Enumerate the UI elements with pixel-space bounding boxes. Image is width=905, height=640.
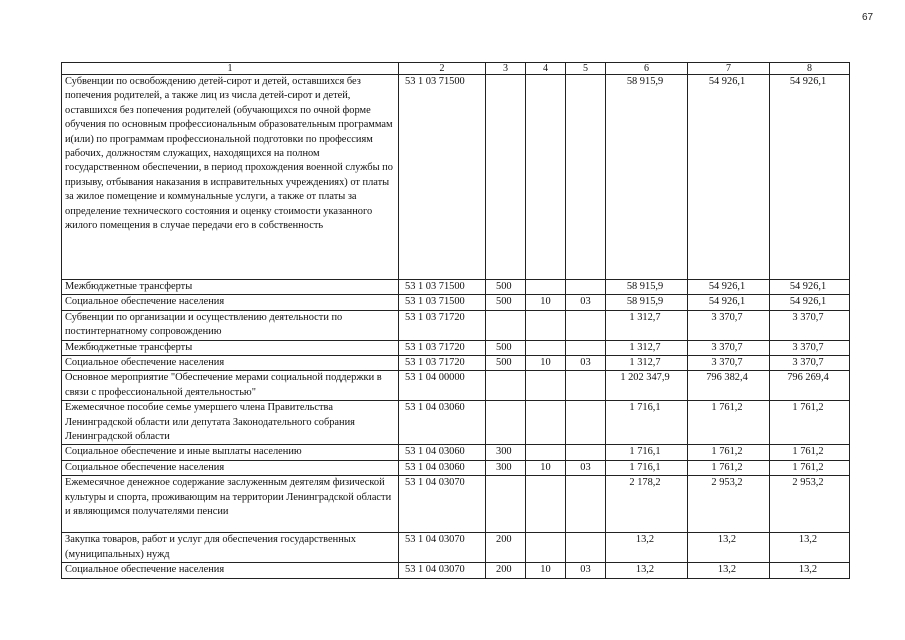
table-row — [62, 356, 850, 371]
header-col-2: 2 — [399, 63, 486, 75]
table-row — [62, 460, 850, 475]
row-value-6: 13,2 — [606, 563, 688, 578]
header-col-8: 8 — [770, 63, 850, 75]
row-value-6: 1 312,7 — [606, 356, 688, 371]
row-name: Межбюджетные трансферты — [62, 340, 399, 355]
row-col-3 — [486, 371, 526, 401]
row-value-6: 1 716,1 — [606, 460, 688, 475]
row-value-7: 3 370,7 — [688, 310, 770, 340]
row-col-5: 03 — [566, 563, 606, 578]
row-col-5 — [566, 340, 606, 355]
row-value-7: 54 926,1 — [688, 75, 770, 280]
row-value-8: 1 761,2 — [770, 460, 850, 475]
row-value-8: 796 269,4 — [770, 371, 850, 401]
row-col-4 — [526, 476, 566, 533]
row-value-7: 54 926,1 — [688, 280, 770, 295]
row-col-5 — [566, 371, 606, 401]
row-col-5 — [566, 476, 606, 533]
row-col-3 — [486, 401, 526, 445]
row-col-4: 10 — [526, 460, 566, 475]
row-col-4 — [526, 340, 566, 355]
row-value-7: 1 761,2 — [688, 401, 770, 445]
row-value-8: 3 370,7 — [770, 310, 850, 340]
row-col-5: 03 — [566, 295, 606, 310]
row-value-7: 13,2 — [688, 563, 770, 578]
table-header-row — [62, 63, 850, 75]
table-row — [62, 371, 850, 401]
row-code: 53 1 03 71500 — [399, 75, 486, 280]
row-code: 53 1 04 03070 — [399, 533, 486, 563]
row-col-3: 500 — [486, 280, 526, 295]
row-value-7: 54 926,1 — [688, 295, 770, 310]
row-col-4: 10 — [526, 295, 566, 310]
row-value-6: 2 178,2 — [606, 476, 688, 533]
table-row — [62, 533, 850, 563]
row-col-4: 10 — [526, 563, 566, 578]
budget-table — [61, 62, 850, 579]
row-name: Закупка товаров, работ и услуг для обеспечения государственных (муниципальных) нужд — [62, 533, 399, 563]
row-value-6: 1 312,7 — [606, 310, 688, 340]
row-col-4 — [526, 445, 566, 460]
row-col-5 — [566, 445, 606, 460]
row-code: 53 1 04 03070 — [399, 563, 486, 578]
row-value-8: 1 761,2 — [770, 445, 850, 460]
row-name: Ежемесячное пособие семье умершего члена Правительства Ленинградской области или депутата Законодательного собрания Ленинградской области — [62, 401, 399, 445]
row-col-5 — [566, 401, 606, 445]
row-value-7: 796 382,4 — [688, 371, 770, 401]
row-col-4 — [526, 75, 566, 280]
table-row — [62, 401, 850, 445]
row-value-7: 1 761,2 — [688, 460, 770, 475]
row-value-8: 13,2 — [770, 533, 850, 563]
row-col-5: 03 — [566, 356, 606, 371]
row-value-7: 1 761,2 — [688, 445, 770, 460]
row-code: 53 1 04 03060 — [399, 445, 486, 460]
row-col-4 — [526, 401, 566, 445]
row-value-8: 54 926,1 — [770, 75, 850, 280]
row-value-8: 1 761,2 — [770, 401, 850, 445]
table-row — [62, 280, 850, 295]
row-value-8: 13,2 — [770, 563, 850, 578]
row-value-6: 1 202 347,9 — [606, 371, 688, 401]
row-value-7: 2 953,2 — [688, 476, 770, 533]
row-col-3: 300 — [486, 460, 526, 475]
header-col-5: 5 — [566, 63, 606, 75]
row-value-8: 3 370,7 — [770, 356, 850, 371]
page-number: 67 — [862, 12, 874, 23]
row-value-6: 1 716,1 — [606, 445, 688, 460]
row-col-3: 500 — [486, 295, 526, 310]
header-col-7: 7 — [688, 63, 770, 75]
row-col-3 — [486, 310, 526, 340]
header-col-6: 6 — [606, 63, 688, 75]
row-name: Субвенции по организации и осуществлению деятельности по постинтернатному сопровождению — [62, 310, 399, 340]
row-code: 53 1 03 71720 — [399, 340, 486, 355]
table-row — [62, 75, 850, 280]
row-col-4 — [526, 533, 566, 563]
header-col-3: 3 — [486, 63, 526, 75]
row-col-4 — [526, 371, 566, 401]
row-name: Основное мероприятие "Обеспечение мерами социальной поддержки в связи с профессиональной деятельностью" — [62, 371, 399, 401]
row-col-4 — [526, 310, 566, 340]
row-code: 53 1 04 03060 — [399, 460, 486, 475]
table-row — [62, 295, 850, 310]
row-value-6: 1 312,7 — [606, 340, 688, 355]
row-value-6: 58 915,9 — [606, 280, 688, 295]
row-name: Межбюджетные трансферты — [62, 280, 399, 295]
row-name: Социальное обеспечение населения — [62, 356, 399, 371]
row-code: 53 1 03 71500 — [399, 295, 486, 310]
row-col-5: 03 — [566, 460, 606, 475]
row-value-7: 3 370,7 — [688, 356, 770, 371]
row-value-8: 2 953,2 — [770, 476, 850, 533]
row-code: 53 1 04 03070 — [399, 476, 486, 533]
row-code: 53 1 03 71720 — [399, 310, 486, 340]
row-code: 53 1 03 71720 — [399, 356, 486, 371]
row-value-6: 58 915,9 — [606, 295, 688, 310]
row-col-3: 500 — [486, 340, 526, 355]
row-col-3: 500 — [486, 356, 526, 371]
table-row — [62, 476, 850, 533]
row-value-6: 58 915,9 — [606, 75, 688, 280]
table-row — [62, 445, 850, 460]
row-code: 53 1 03 71500 — [399, 280, 486, 295]
header-col-4: 4 — [526, 63, 566, 75]
row-col-5 — [566, 75, 606, 280]
header-col-1: 1 — [62, 63, 399, 75]
row-value-7: 13,2 — [688, 533, 770, 563]
table-row — [62, 310, 850, 340]
row-value-7: 3 370,7 — [688, 340, 770, 355]
row-col-3 — [486, 476, 526, 533]
row-col-4 — [526, 280, 566, 295]
row-col-3: 200 — [486, 563, 526, 578]
row-name: Социальное обеспечение населения — [62, 563, 399, 578]
row-name: Субвенции по освобождению детей-сирот и детей, оставшихся без попечения родителей, а также лиц из числа детей-сирот и детей, оставшихся без попечения родителей (обучающихся по очной форме обучения по основным профессиональным образовательным программам и(или) по программам профессиональной подготовки по профессиям рабочих, должностям служащих, находящихся на полном государственном обеспечении, в период прохождения военной службы по призыву, отбывания наказания в исправительных учреждениях) от платы за жилое помещение и коммунальные услуги, а также от платы за определение технического состояния и оценку стоимости указанного жилого помещения в случае передачи его в собственность — [62, 75, 399, 280]
row-value-8: 54 926,1 — [770, 280, 850, 295]
table-row — [62, 563, 850, 578]
row-col-5 — [566, 310, 606, 340]
row-value-8: 3 370,7 — [770, 340, 850, 355]
table-row — [62, 340, 850, 355]
row-name: Социальное обеспечение и иные выплаты населению — [62, 445, 399, 460]
row-col-3: 200 — [486, 533, 526, 563]
row-value-8: 54 926,1 — [770, 295, 850, 310]
row-value-6: 1 716,1 — [606, 401, 688, 445]
row-col-3: 300 — [486, 445, 526, 460]
row-code: 53 1 04 00000 — [399, 371, 486, 401]
row-col-3 — [486, 75, 526, 280]
row-col-4: 10 — [526, 356, 566, 371]
row-col-5 — [566, 533, 606, 563]
row-value-6: 13,2 — [606, 533, 688, 563]
row-col-5 — [566, 280, 606, 295]
row-name: Социальное обеспечение населения — [62, 460, 399, 475]
row-name: Социальное обеспечение населения — [62, 295, 399, 310]
row-code: 53 1 04 03060 — [399, 401, 486, 445]
row-name: Ежемесячное денежное содержание заслуженным деятелям физической культуры и спорта, проживающим на территории Ленинградской области и являющимся получателями пенсии — [62, 476, 399, 533]
